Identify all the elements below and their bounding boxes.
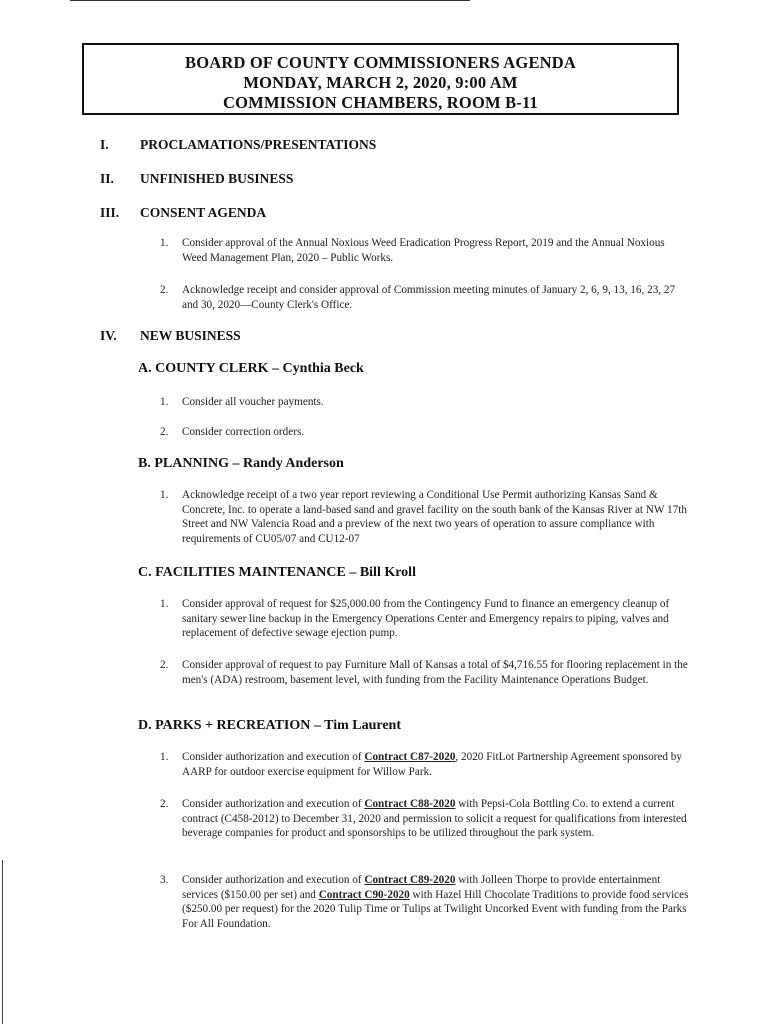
item-number: 1. (160, 751, 169, 763)
section-number: IV. (100, 328, 117, 343)
item-number: 1. (160, 489, 169, 501)
subsection-county-clerk: A. COUNTY CLERK – Cynthia Beck (138, 361, 364, 376)
header-date: MONDAY, MARCH 2, 2020, 9:00 AM (243, 73, 518, 92)
section-title: UNFINISHED BUSINESS (140, 171, 294, 186)
item-text-pre: Consider authorization and execution of (182, 874, 365, 886)
top-rule (70, 0, 470, 1)
section-number: I. (100, 137, 109, 152)
contract-link-c89: Contract C89-2020 (364, 874, 456, 886)
item-number: 2. (160, 659, 169, 671)
item-text: Acknowledge receipt and consider approval of Commission meeting minutes of January 2, 6, 9, 13, 16, 23, 27 and 30, 2020—County Clerk's Office. (182, 284, 676, 311)
contract-link-c90: Contract C90-2020 (318, 888, 410, 901)
item-text-pre: Consider authorization and execution of (182, 751, 365, 763)
item-number: 1. (160, 237, 169, 249)
item-text: Acknowledge receipt of a two year report reviewing a Conditional Use Permit authorizing Kansas Sand & Concrete, Inc. to operate a land-based sand and gravel facility on the south bank of the Kansas River at NW 17th Street and NW Valencia Road and a preview of the next two years of operation to assure compliance with requirements of CU05/07 and CU12-07 (182, 489, 687, 545)
item-text-post: , 2020 FitLot Partnership Agreement sponsored by AARP for outdoor exercise equipment for Willow Park. (182, 751, 682, 778)
item-text (182, 750, 690, 779)
parks-item-1 (160, 750, 690, 779)
item-number: 1. (160, 396, 169, 408)
section-title: NEW BUSINESS (140, 328, 241, 343)
subsection-planning: B. PLANNING – Randy Anderson (138, 456, 344, 471)
item-text (182, 873, 690, 931)
left-edge-rule (2, 860, 3, 1024)
item-number: 2. (160, 284, 169, 296)
item-text: Consider approval of request to pay Furniture Mall of Kansas a total of $4,716.55 for flooring replacement in the men's (ADA) restroom, basement level, with funding from the Facility Maintenance Operations Budget. (182, 659, 688, 686)
agenda-header-box (82, 43, 679, 115)
item-text-pre: Consider authorization and execution of (182, 798, 365, 810)
item-number: 3. (160, 874, 169, 886)
item-number: 2. (160, 426, 169, 438)
item-text-post: with Hazel Hill Chocolate Traditions to provide food services ($250.00 per request) for the 2020 Tulip Time or Tulips at Twilight Uncorked Event with funding from the Parks For All Foundation. (182, 888, 689, 930)
planning-item-1 (160, 488, 690, 546)
section-title: PROCLAMATIONS/PRESENTATIONS (140, 137, 377, 152)
item-number: 1. (160, 598, 169, 610)
consent-item-1 (160, 236, 690, 265)
item-text-mid: with Jolleen Thorpe to provide entertainment services ($150.00 per set) and (182, 874, 661, 901)
section-number: III. (100, 205, 120, 220)
item-text: Consider all voucher payments. (182, 396, 324, 408)
consent-item-2 (160, 283, 690, 312)
item-text (182, 797, 690, 841)
item-text: Consider correction orders. (182, 426, 305, 438)
item-text: Consider approval of the Annual Noxious Weed Eradication Progress Report, 2019 and the Annual Noxious Weed Management Plan, 2020 – Public Works. (182, 237, 665, 264)
facilities-item-1 (160, 597, 690, 641)
header-title: BOARD OF COUNTY COMMISSIONERS AGENDA (184, 53, 576, 72)
section-number: II. (100, 171, 114, 186)
header-location: COMMISSION CHAMBERS, ROOM B-11 (223, 93, 538, 112)
subsection-parks-recreation: D. PARKS + RECREATION – Tim Laurent (138, 718, 401, 733)
item-text-post: with Pepsi-Cola Bottling Co. to extend a current contract (C458-2012) to December 31, 2020 and permission to solicit a request for qualifications from interested beverage companies for product and sponsorships to be utilized throughout the park system. (182, 798, 687, 839)
contract-link-c88: Contract C88-2020 (364, 798, 456, 810)
parks-item-2 (160, 797, 690, 841)
facilities-item-2 (160, 658, 690, 687)
parks-item-3 (160, 873, 690, 931)
item-text: Consider approval of request for $25,000.00 from the Contingency Fund to finance an emergency cleanup of sanitary sewer line backup in the Emergency Operations Center and Emergency repairs to piping, valves and replacement of defective sewage ejection pump. (182, 598, 670, 639)
section-title: CONSENT AGENDA (140, 205, 267, 220)
contract-link-c87: Contract C87-2020 (364, 751, 456, 763)
clerk-item-2 (160, 425, 690, 440)
item-number: 2. (160, 798, 169, 810)
clerk-item-1 (160, 395, 690, 410)
subsection-facilities-maintenance: C. FACILITIES MAINTENANCE – Bill Kroll (138, 565, 416, 580)
